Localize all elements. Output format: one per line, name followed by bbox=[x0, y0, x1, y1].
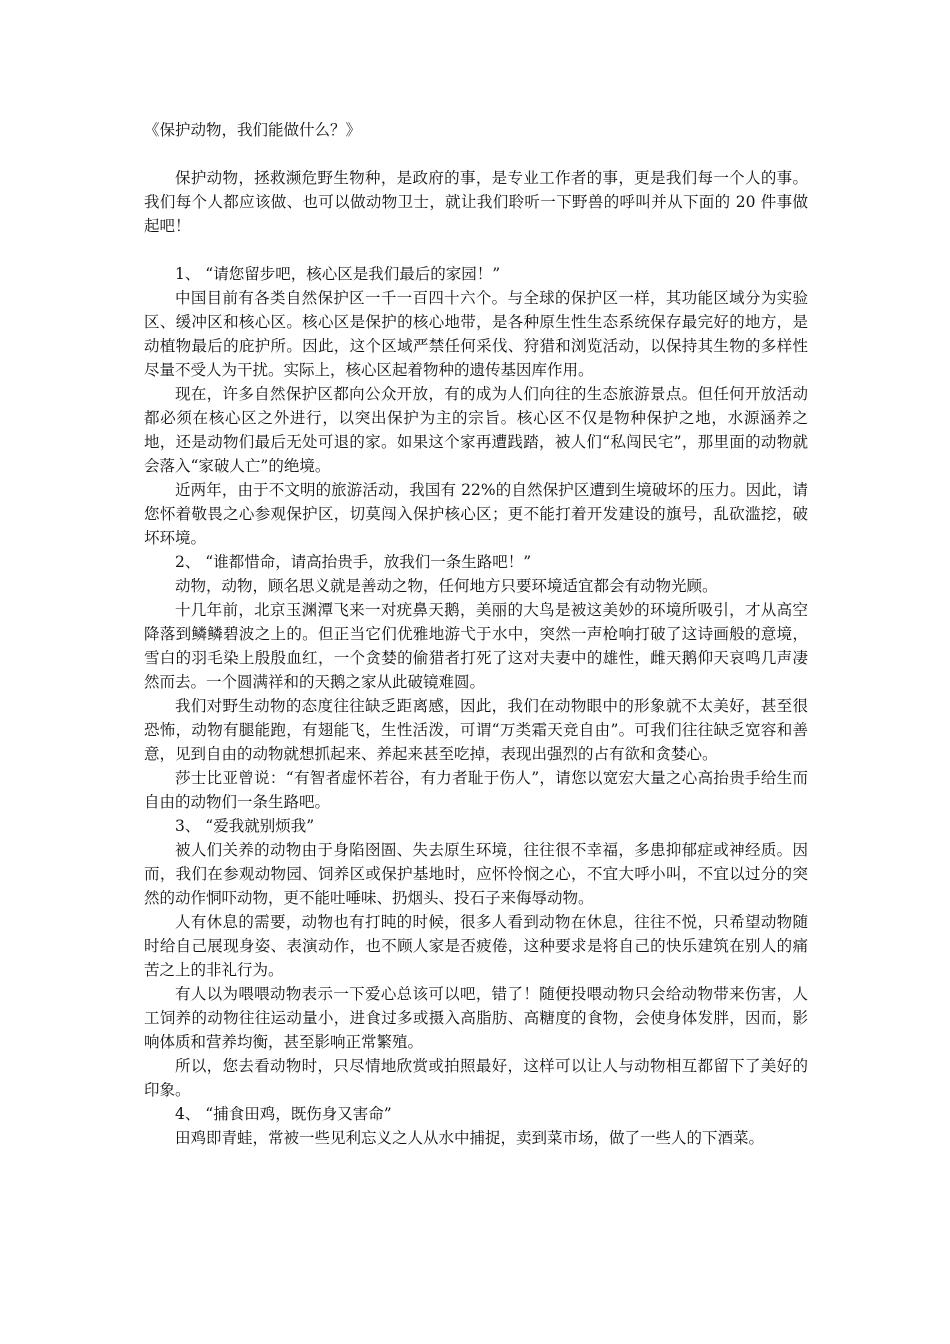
section-4-paragraph-1: 田鸡即青蛙，常被一些见利忘义之人从水中捕捉，卖到菜市场，做了一些人的下酒菜。 bbox=[175, 1129, 765, 1147]
section-1-paragraph-1: 中国目前有各类自然保护区一千一百四十六个。与全球的保护区一样，其功能区域分为实验区、缓冲区和核心区。核心区是保护的核心地带，是各种原生性生态系统保存最完好的地方，是动植物最后的庇护所。因此，这个区域严禁任何采伐、狩猎和浏览活动，以保持其生物的多样性尽量不受人为干扰。实际上，核心区起着物种的遗传基因库作用。 bbox=[144, 289, 808, 379]
section-3-paragraph-2: 人有休息的需要，动物也有打盹的时候，很多人看到动物在休息，往往不悦，只希望动物随时给自己展现身姿、表演动作，也不顾人家是否疲倦，这种要求是将自己的快乐建筑在别人的痛苦之上的非礼行为。 bbox=[144, 913, 808, 979]
section-2-paragraph-3: 我们对野生动物的态度往往缺乏距离感，因此，我们在动物眼中的形象就不太美好，甚至很恐怖，动物有腿能跑，有翅能飞，生性活泼，可谓“万类霜天竞自由”。可我们往往缺乏宽容和善意，见到自由的动物就想抓起来、养起来甚至吃掉，表现出强烈的占有欲和贪婪心。 bbox=[144, 697, 808, 763]
section-heading-2: 2、 “谁都惜命，请高抬贵手，放我们一条生路吧！” bbox=[175, 553, 532, 571]
section-3-paragraph-1: 被人们关养的动物由于身陷囹圄、失去原生环境，往往很不幸福，多患抑郁症或神经质。因而，我们在参观动物园、饲养区或保护基地时，应怀怜悯之心，不宜大呼小叫，不宜以过分的突然的动作恫吓动物，更不能吐唾味、扔烟头、投石子来侮辱动物。 bbox=[144, 841, 808, 907]
section-1-paragraph-2: 现在，许多自然保护区都向公众开放，有的成为人们向往的生态旅游景点。但任何开放活动都必须在核心区之外进行，以突出保护为主的宗旨。核心区不仅是物种保护之地，水源涵养之地，还是动物们最后无处可退的家。如果这个家再遭践踏，被人们“私闯民宅”，那里面的动物就会落入“家破人亡”的绝境。 bbox=[144, 385, 808, 475]
section-heading-3: 3、 “爱我就别烦我” bbox=[175, 817, 315, 835]
intro-paragraph: 保护动物，拯救濒危野生物种，是政府的事，是专业工作者的事，更是我们每一个人的事。我们每个人都应该做、也可以做动物卫士，就让我们聆听一下野兽的呼叫并从下面的 20 件事做起吧！ bbox=[144, 169, 808, 235]
section-2-paragraph-1: 动物，动物，顾名思义就是善动之物，任何地方只要环境适宜都会有动物光顾。 bbox=[175, 577, 718, 595]
document-page bbox=[144, 118, 808, 1150]
section-2-paragraph-2: 十几年前，北京玉渊潭飞来一对疣鼻天鹅，美丽的大鸟是被这美妙的环境所吸引，才从高空降落到鳞鳞碧波之上的。但正当它们优雅地游弋于水中，突然一声枪响打破了这诗画般的意境，雪白的羽毛染上殷殷血红，一个贪婪的偷猎者打死了这对夫妻中的雄性，雌天鹅仰天哀鸣几声凄然而去。一个圆满祥和的天鹅之家从此破镜难圆。 bbox=[144, 601, 808, 691]
section-heading-4: 4、 “捕食田鸡，既伤身又害命” bbox=[175, 1105, 392, 1123]
document-title: 《保护动物，我们能做什么？》 bbox=[144, 121, 362, 139]
section-heading-1: 1、 “请您留步吧，核心区是我们最后的家园！” bbox=[175, 265, 501, 283]
section-3-paragraph-4: 所以，您去看动物时，只尽情地欣赏或拍照最好，这样可以让人与动物相互都留下了美好的印象。 bbox=[144, 1057, 808, 1099]
section-1-paragraph-3: 近两年，由于不文明的旅游活动，我国有 22%的自然保护区遭到生境破坏的压力。因此，请您怀着敬畏之心参观保护区，切莫闯入保护核心区；更不能打着开发建设的旗号，乱砍滥挖，破坏环境。 bbox=[144, 481, 808, 547]
section-2-paragraph-4: 莎士比亚曾说：“有智者虚怀若谷，有力者耻于伤人”，请您以宽宏大量之心高抬贵手给生而自由的动物们一条生路吧。 bbox=[144, 769, 808, 811]
section-3-paragraph-3: 有人以为喂喂动物表示一下爱心总该可以吧，错了！随便投喂动物只会给动物带来伤害，人工饲养的动物往往运动量小，进食过多或摄入高脂肪、高糖度的食物，会使身体发胖，因而，影响体质和营养均衡，甚至影响正常繁殖。 bbox=[144, 985, 808, 1051]
